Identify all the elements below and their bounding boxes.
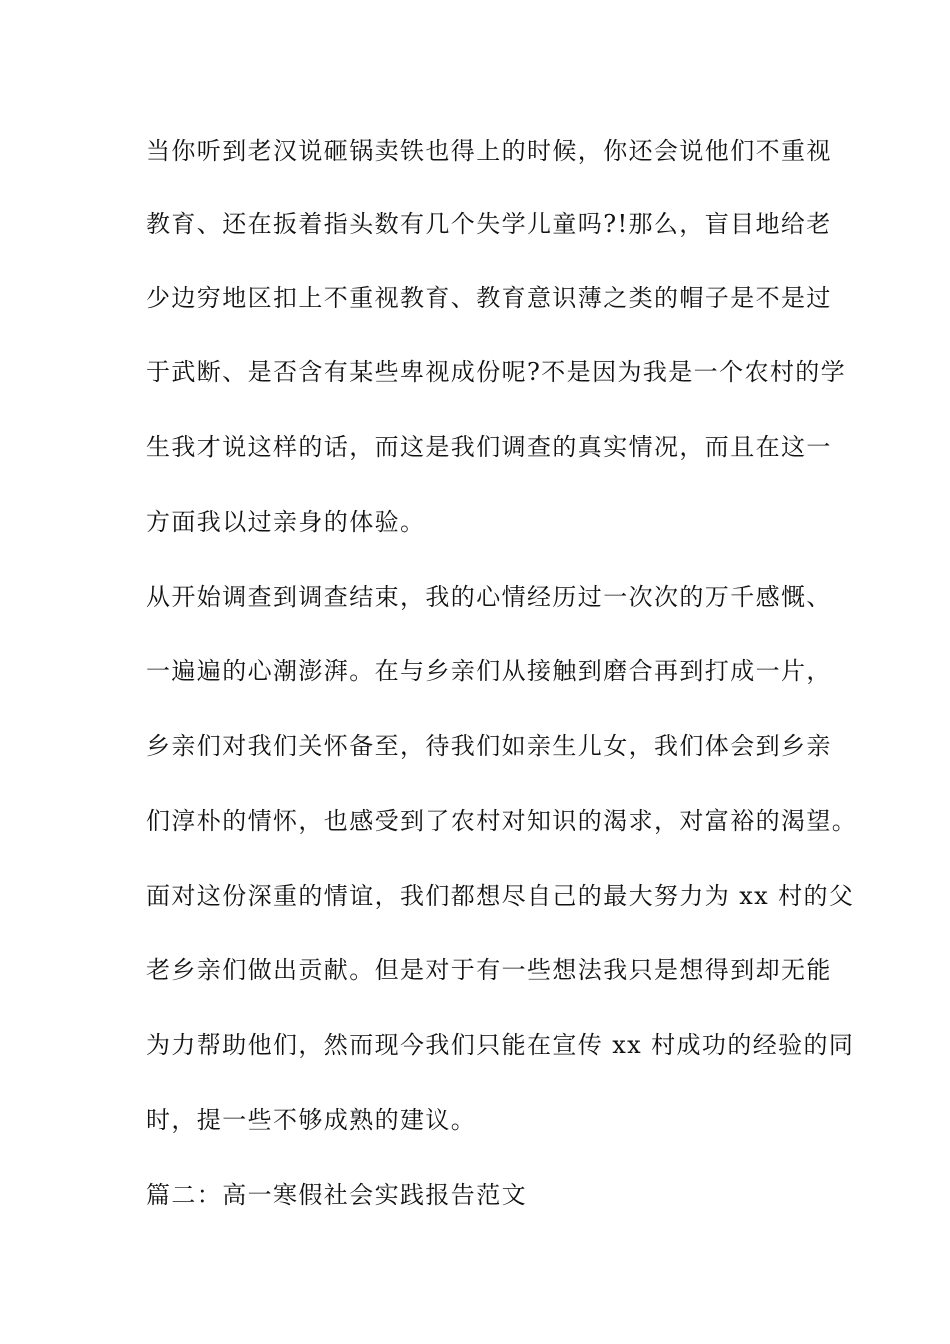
paragraph-line: 从开始调查到调查结束，我的心情经历过一次次的万千感慨、 [146, 583, 832, 611]
paragraph-line: 一遍遍的心潮澎湃。在与乡亲们从接触到磨合再到打成一片， [146, 657, 832, 685]
paragraph-line: 生我才说这样的话，而这是我们调查的真实情况，而且在这一 [146, 433, 832, 461]
paragraph-line: 少边穷地区扣上不重视教育、教育意识薄之类的帽子是不是过 [146, 284, 832, 312]
paragraph-line: 时，提一些不够成熟的建议。 [146, 1106, 477, 1134]
paragraph-line: 乡亲们对我们关怀备至，待我们如亲生儿女，我们体会到乡亲 [146, 732, 832, 760]
paragraph-line: 们淳朴的情怀，也感受到了农村对知识的渴求，对富裕的渴望。 [146, 807, 858, 835]
paragraph-line: 教育、还在扳着指头数有几个失学儿童吗?!那么，盲目地给老 [146, 210, 832, 238]
paragraph-line: 当你听到老汉说砸锅卖铁也得上的时候，你还会说他们不重视 [146, 137, 832, 165]
paragraph-line: 方面我以过亲身的体验。 [146, 508, 426, 536]
paragraph-line: 面对这份深重的情谊，我们都想尽自己的最大努力为 xx 村的父 [146, 882, 855, 910]
section-heading: 篇二：高一寒假社会实践报告范文 [146, 1181, 527, 1209]
paragraph-line: 老乡亲们做出贡献。但是对于有一些想法我只是想得到却无能 [146, 956, 832, 984]
paragraph-line: 于武断、是否含有某些卑视成份呢?不是因为我是一个农村的学 [146, 358, 847, 386]
paragraph-line: 为力帮助他们，然而现今我们只能在宣传 xx 村成功的经验的同 [146, 1031, 855, 1059]
